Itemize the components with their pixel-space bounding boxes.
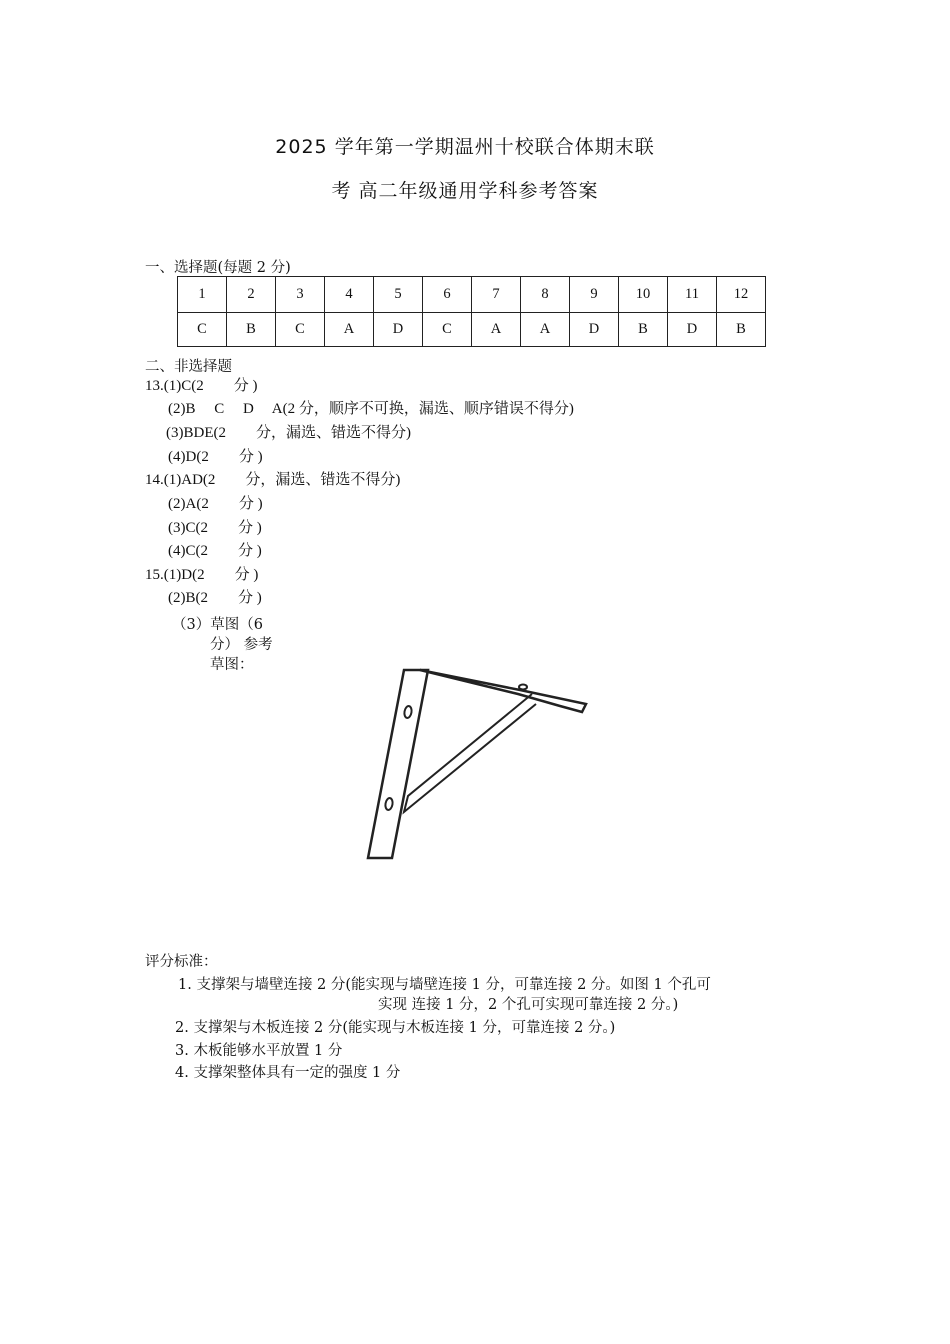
q13-part1: 13.(1)C(2 分 )	[145, 378, 258, 394]
q13-part2: (2)B C D A(2 分，顺序不可换，漏选、顺序错误不得分)	[168, 401, 574, 417]
page-title-line2: 考 高二年级通用学科参考答案	[331, 180, 599, 202]
q15-part3-label-cont: 分） 参考	[210, 637, 273, 653]
table-cell: 3	[276, 277, 325, 313]
table-cell: C	[276, 313, 325, 347]
section2-heading: 二、非选择题	[145, 359, 232, 375]
table-cell: A	[325, 313, 374, 347]
table-cell: D	[570, 313, 619, 347]
grading-item-4: 4. 支撑架整体具有一定的强度 1 分	[175, 1065, 401, 1081]
q14-part3: (3)C(2 分 )	[168, 520, 262, 536]
table-cell: D	[374, 313, 423, 347]
grading-item-1: 1. 支撑架与墙壁连接 2 分(能实现与墙壁连接 1 分，可靠连接 2 分。如图 1 个孔可	[178, 977, 711, 993]
table-cell: 12	[717, 277, 766, 313]
table-cell: 7	[472, 277, 521, 313]
table-cell: 5	[374, 277, 423, 313]
table-cell: C	[178, 313, 227, 347]
table-cell: A	[472, 313, 521, 347]
table-cell: 6	[423, 277, 472, 313]
q14-part4: (4)C(2 分 )	[168, 543, 262, 559]
section1-heading: 一、选择题(每题 2 分)	[145, 260, 291, 276]
grading-heading: 评分标准：	[145, 954, 218, 970]
q15-part2: (2)B(2 分 )	[168, 590, 262, 606]
table-cell: 2	[227, 277, 276, 313]
q15-part3-label: （3）草图（6	[172, 617, 263, 633]
page-title-line1: 2025 学年第一学期温州十校联合体期末联	[275, 136, 655, 158]
table-cell: 4	[325, 277, 374, 313]
grading-item-2: 2. 支撑架与木板连接 2 分(能实现与木板连接 1 分，可靠连接 2 分。)	[175, 1020, 616, 1036]
table-cell: B	[227, 313, 276, 347]
bracket-diagonal-brace	[404, 694, 536, 812]
answer-table-answers-row	[178, 313, 766, 347]
table-cell: 11	[668, 277, 717, 313]
q14-part2: (2)A(2 分 )	[168, 496, 263, 512]
answer-table	[177, 276, 766, 347]
bracket-horizontal-arm	[420, 670, 586, 712]
q14-part1: 14.(1)AD(2 分，漏选、错选不得分)	[145, 472, 401, 488]
q13-part3: (3)BDE(2 分，漏选、错选不得分)	[166, 425, 411, 441]
table-cell: A	[521, 313, 570, 347]
q15-part1: 15.(1)D(2 分 )	[145, 567, 259, 583]
grading-item-1-cont: 实现 连接 1 分，2 个孔可实现可靠连接 2 分。)	[378, 997, 679, 1013]
table-cell: B	[717, 313, 766, 347]
table-cell: D	[668, 313, 717, 347]
table-cell: 9	[570, 277, 619, 313]
q13-part4: (4)D(2 分 )	[168, 449, 263, 465]
grading-item-3: 3. 木板能够水平放置 1 分	[175, 1043, 343, 1059]
q15-sketch-caption: 草图：	[210, 657, 254, 673]
table-cell: B	[619, 313, 668, 347]
table-cell: 10	[619, 277, 668, 313]
bracket-sketch	[360, 668, 590, 863]
bracket-vertical-arm	[368, 670, 428, 858]
answer-table-numbers-row	[178, 277, 766, 313]
mounting-hole-top	[519, 685, 527, 690]
table-cell: 8	[521, 277, 570, 313]
table-cell: 1	[178, 277, 227, 313]
table-cell: C	[423, 313, 472, 347]
